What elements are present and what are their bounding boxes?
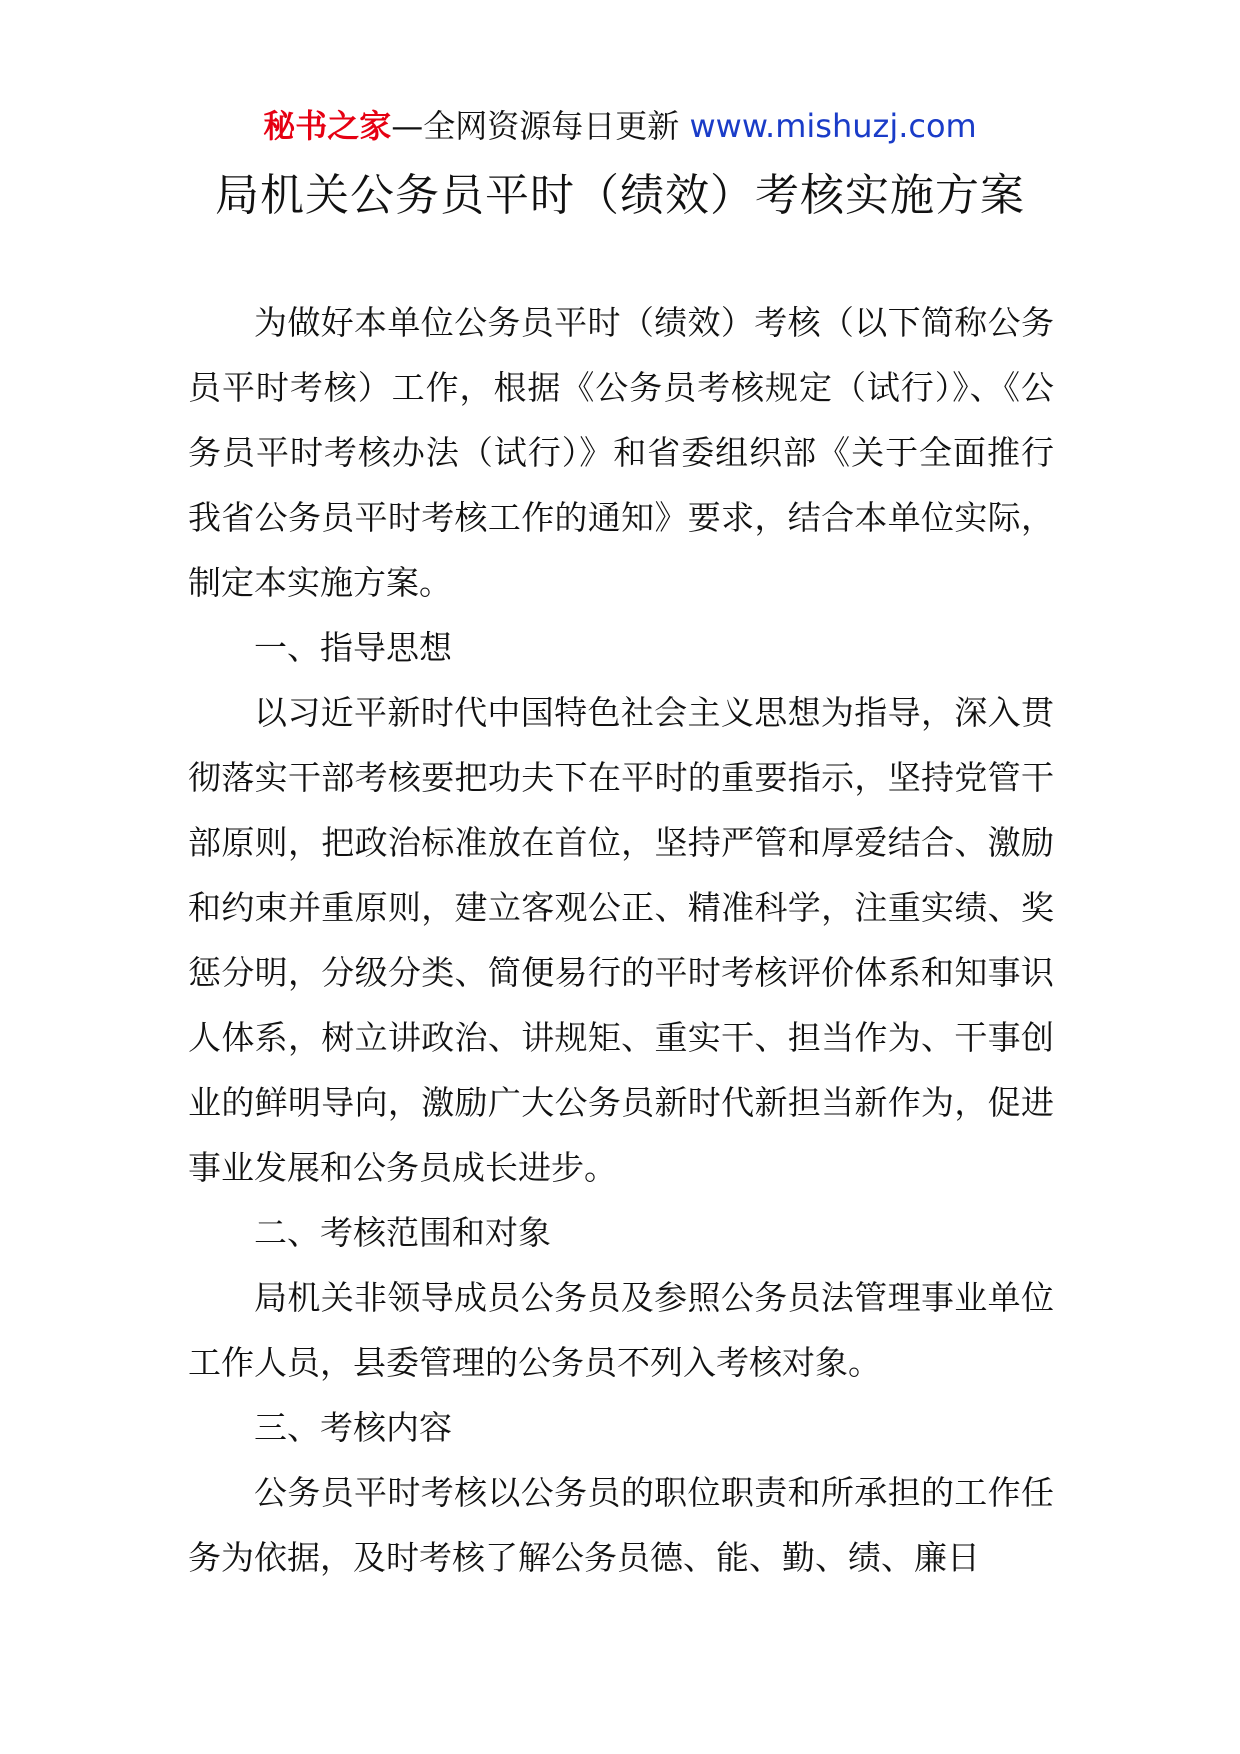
site-tagline: —全网资源每日更新 — [391, 107, 690, 145]
section-heading-scope: 二、考核范围和对象 — [254, 1213, 551, 1252]
document-title: 局机关公务员平时（绩效）考核实施方案 — [215, 170, 1025, 221]
scope-paragraph: 局机关非领导成员公务员及参照公务员法管理事业单位工作人员，县委管理的公务员不列入考核对象。 — [188, 1278, 1054, 1382]
content-paragraph: 公务员平时考核以公务员的职位职责和所承担的工作任务为依据，及时考核了解公务员德、能、勤、绩、廉日 — [188, 1473, 1054, 1577]
site-brand: 秘书之家 — [263, 107, 392, 145]
guiding-ideology-paragraph: 以习近平新时代中国特色社会主义思想为指导，深入贯彻落实干部考核要把功夫下在平时的重要指示，坚持党管干部原则，把政治标准放在首位，坚持严管和厚爱结合、激励和约束并重原则，建立客观公正、精准科学，注重实绩、奖惩分明，分级分类、简便易行的平时考核评价体系和知事识人体系，树立讲政治、讲规矩、重实干、担当作为、干事创业的鲜明导向，激励广大公务员新时代新担当新作为，促进事业发展和公务员成长进步。 — [188, 693, 1054, 1187]
section-heading-guiding-ideology: 一、指导思想 — [254, 628, 452, 667]
site-header — [0, 104, 1240, 148]
intro-paragraph: 为做好本单位公务员平时（绩效）考核（以下简称公务员平时考核）工作，根据《公务员考核规定（试行）》、《公务员平时考核办法（试行）》和省委组织部《关于全面推行我省公务员平时考核工作的通知》要求，结合本单位实际，制定本实施方案。 — [188, 303, 1054, 602]
site-url-link[interactable]: www.mishuzj.com — [689, 107, 977, 145]
section-heading-content: 三、考核内容 — [254, 1408, 452, 1447]
document-body — [188, 290, 1054, 1590]
